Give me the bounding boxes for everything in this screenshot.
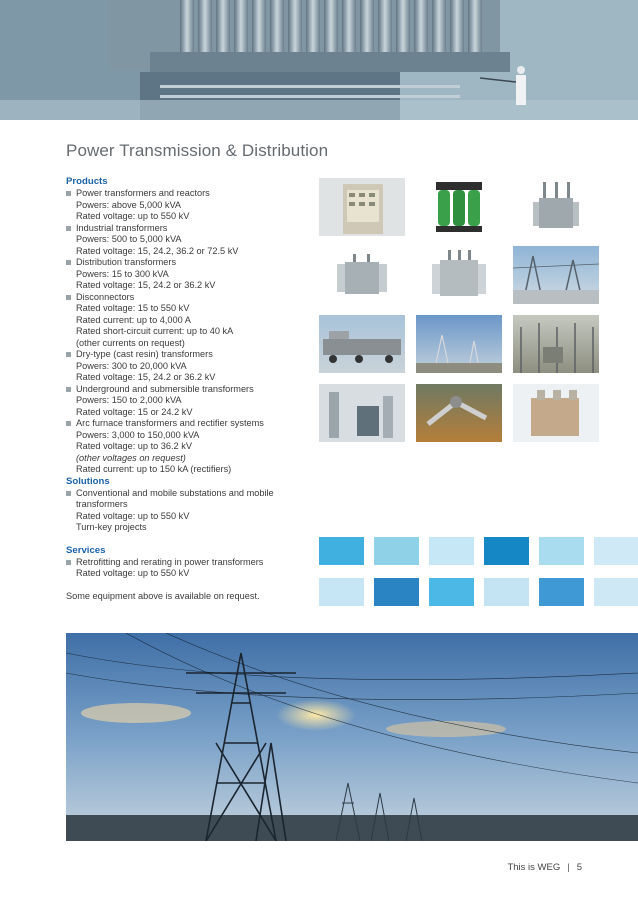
- transmission-tower-photo: [416, 315, 502, 373]
- swatch-row2-5: [539, 578, 584, 606]
- bullet-square-icon: [66, 295, 71, 300]
- product-item: Dry-type (cast resin) transformers Powers: 300 to 20,000 kVA Rated voltage: 15, 24.2 or 36.2 kV: [66, 349, 316, 384]
- indoor-substation-photo: [319, 384, 405, 442]
- mobile-substation-photo: [319, 315, 405, 373]
- product-item: Underground and submersible transformers Powers: 150 to 2,000 kVA Rated voltage: 15 or 24.2 kV: [66, 384, 316, 419]
- product-list: [66, 176, 316, 602]
- bullet-square-icon: [66, 260, 71, 265]
- product-item: Power transformers and reactors Powers: above 5,000 kVA Rated voltage: up to 550 kV: [66, 188, 316, 223]
- bullet-square-icon: [66, 191, 71, 196]
- footer-separator: |: [567, 862, 570, 873]
- switchyard-photo: [513, 315, 599, 373]
- substation-photo: [513, 246, 599, 304]
- bullet-square-icon: [66, 421, 71, 426]
- service-item: Retrofitting and rerating in power transformers Rated voltage: up to 550 kV: [66, 557, 316, 580]
- header-photo: [0, 0, 638, 120]
- page-title: Power Transmission & Distribution: [66, 141, 329, 160]
- bullet-square-icon: [66, 352, 71, 357]
- product-item: Distribution transformers Powers: 15 to 300 kVA Rated voltage: 15, 24.2 or 36.2 kV: [66, 257, 316, 292]
- control-panel-photo: [319, 178, 405, 236]
- swatch-row1-3: [429, 537, 474, 565]
- swatch-row2-1: [319, 578, 364, 606]
- product-item: Industrial transformers Powers: 500 to 5,000 kVA Rated voltage: 15, 24.2, 36.2 or 72.5 kV: [66, 223, 316, 258]
- distribution-transformer-photo: [319, 246, 405, 304]
- solutions-heading: Solutions: [66, 475, 110, 487]
- dry-transformer-photo: [416, 178, 502, 236]
- bullet-square-icon: [66, 226, 71, 231]
- arc-furnace-transformer-photo: [513, 384, 599, 442]
- footer-text: This is WEG: [507, 862, 561, 873]
- swatch-row1-2: [374, 537, 419, 565]
- page-footer: [507, 862, 582, 873]
- swatch-row1-4: [484, 537, 529, 565]
- availability-note: Some equipment above is available on request.: [66, 590, 260, 601]
- solution-item: Conventional and mobile substations and mobile transformers Rated voltage: up to 550 kV Turn-key projects: [66, 488, 316, 534]
- swatch-row2-6: [594, 578, 638, 606]
- industrial-transformer-photo: [416, 246, 502, 304]
- product-item: Disconnectors Rated voltage: 15 to 550 kV Rated current: up to 4,000 A Rated short-circuit current: up to 40 kA (other currents on request): [66, 292, 316, 350]
- swatch-row2-4: [484, 578, 529, 606]
- disconnector-photo: [416, 384, 502, 442]
- bullet-square-icon: [66, 560, 71, 565]
- swatch-row1-1: [319, 537, 364, 565]
- products-heading: Products: [66, 176, 108, 187]
- swatch-row2-3: [429, 578, 474, 606]
- bullet-square-icon: [66, 491, 71, 496]
- transmission-towers-photo: [66, 633, 638, 841]
- transformer-plant-illustration: [0, 0, 638, 120]
- page-number: 5: [576, 862, 582, 873]
- swatch-row2-2: [374, 578, 419, 606]
- power-transformer-photo: [513, 178, 599, 236]
- swatch-row1-5: [539, 537, 584, 565]
- bullet-square-icon: [66, 387, 71, 392]
- swatch-row1-6: [594, 537, 638, 565]
- services-heading: Services: [66, 544, 106, 556]
- product-item: Arc furnace transformers and rectifier systems Powers: 3,000 to 150,000 kVA Rated voltage: up to 36.2 kV (other voltages on request) Rated current: up to 150 kA (rectifiers): [66, 418, 316, 476]
